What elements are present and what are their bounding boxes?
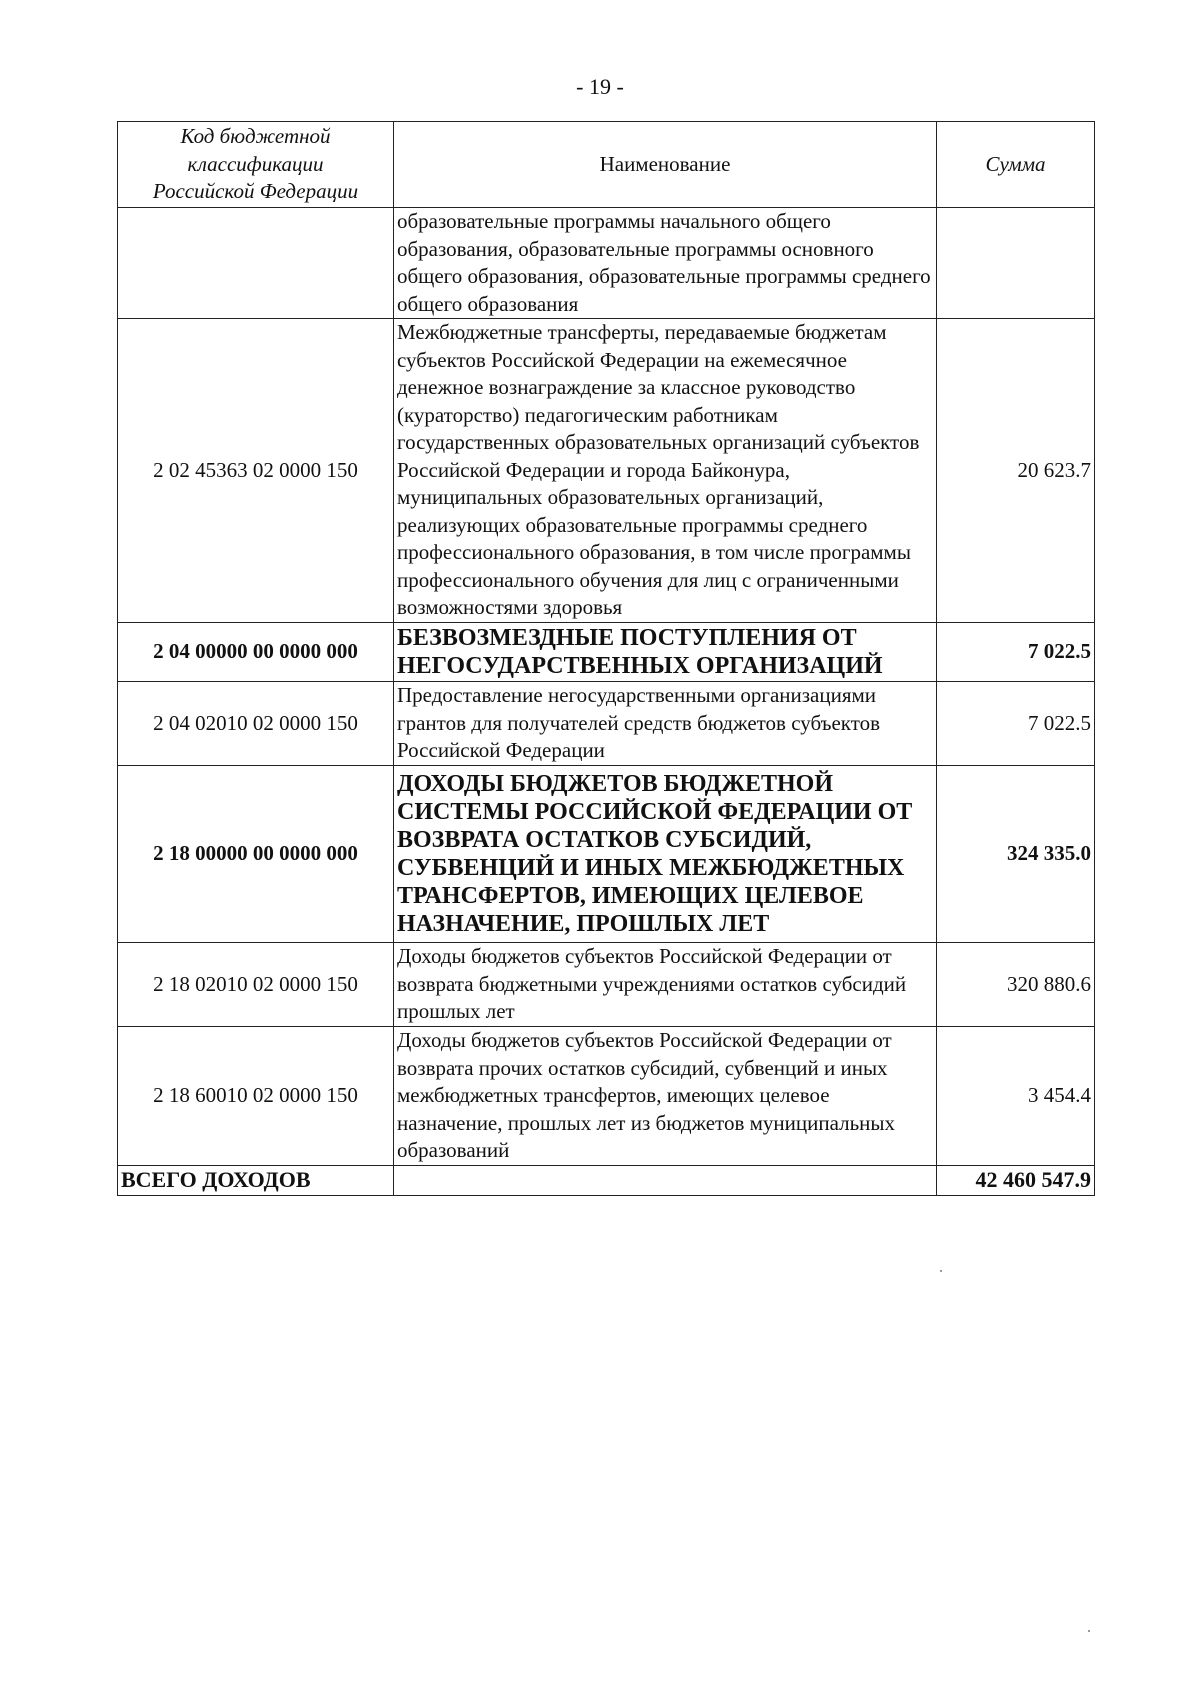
page-number: - 19 - bbox=[576, 74, 624, 99]
total-name bbox=[394, 1165, 937, 1195]
row-code: 2 04 00000 00 0000 000 bbox=[118, 623, 394, 682]
row-code: 2 18 02010 02 0000 150 bbox=[118, 943, 394, 1027]
row-sum: 320 880.6 bbox=[937, 943, 1095, 1027]
row-name: Доходы бюджетов субъектов Российской Федерации от возврата бюджетными учреждениями остатков субсидий прошлых лет bbox=[394, 943, 937, 1027]
row-code: 2 04 02010 02 0000 150 bbox=[118, 682, 394, 766]
row-name: Межбюджетные трансферты, передаваемые бюджетам субъектов Российской Федерации на ежемесячное денежное вознаграждение за классное руководство (кураторство) педагогическим работникам государственных образовательных организаций субъектов Российской Федерации и города Байконура, муниципальных образовательных организаций, реализующих образовательные программы среднего профессионального образования, в том числе программы профессионального обучения для лиц с ограниченными возможностями здоровья bbox=[394, 319, 937, 623]
header-name: Наименование bbox=[394, 122, 937, 208]
row-code: 2 18 60010 02 0000 150 bbox=[118, 1027, 394, 1166]
scan-speck bbox=[1088, 1630, 1090, 1632]
row-sum: 20 623.7 bbox=[937, 319, 1095, 623]
row-sum: 3 454.4 bbox=[937, 1027, 1095, 1166]
header-code-line: классификации bbox=[187, 151, 324, 176]
row-sum: 324 335.0 bbox=[937, 766, 1095, 943]
header-code bbox=[118, 122, 394, 208]
header-sum: Сумма bbox=[937, 122, 1095, 208]
header-code-line: Российской Федерации bbox=[152, 179, 359, 204]
row-name: БЕЗВОЗМЕЗДНЫЕ ПОСТУПЛЕНИЯ ОТ НЕГОСУДАРСТВЕННЫХ ОРГАНИЗАЦИЙ bbox=[394, 623, 937, 682]
table-row bbox=[118, 319, 1095, 623]
row-code bbox=[118, 208, 394, 319]
row-name: образовательные программы начального общего образования, образовательные программы основного общего образования, образовательные программы среднего общего образования bbox=[394, 208, 937, 319]
table-row bbox=[118, 1027, 1095, 1166]
table-row bbox=[118, 943, 1095, 1027]
row-sum: 7 022.5 bbox=[937, 682, 1095, 766]
total-sum: 42 460 547.9 bbox=[937, 1165, 1095, 1195]
row-code: 2 18 00000 00 0000 000 bbox=[118, 766, 394, 943]
row-name: ДОХОДЫ БЮДЖЕТОВ БЮДЖЕТНОЙ СИСТЕМЫ РОССИЙСКОЙ ФЕДЕРАЦИИ ОТ ВОЗВРАТА ОСТАТКОВ СУБСИДИЙ, СУБВЕНЦИЙ И ИНЫХ МЕЖБЮДЖЕТНЫХ ТРАНСФЕРТОВ, ИМЕЮЩИХ ЦЕЛЕВОЕ НАЗНАЧЕНИЕ, ПРОШЛЫХ ЛЕТ bbox=[394, 766, 937, 943]
total-label: ВСЕГО ДОХОДОВ bbox=[118, 1165, 394, 1195]
table-total-row bbox=[118, 1165, 1095, 1195]
row-code: 2 02 45363 02 0000 150 bbox=[118, 319, 394, 623]
budget-revenue-table bbox=[117, 121, 1095, 1196]
table-row bbox=[118, 682, 1095, 766]
table-header-row bbox=[118, 122, 1095, 208]
header-code-line: Код бюджетной bbox=[180, 124, 331, 149]
row-name: Доходы бюджетов субъектов Российской Федерации от возврата прочих остатков субсидий, субвенций и иных межбюджетных трансфертов, имеющих целевое назначение, прошлых лет из бюджетов муниципальных образований bbox=[394, 1027, 937, 1166]
table-row-group-total bbox=[118, 623, 1095, 682]
scan-speck bbox=[940, 1270, 942, 1272]
row-sum bbox=[937, 208, 1095, 319]
table-row bbox=[118, 208, 1095, 319]
row-sum: 7 022.5 bbox=[937, 623, 1095, 682]
table-row-group-total bbox=[118, 766, 1095, 943]
row-name: Предоставление негосударственными организациями грантов для получателей средств бюджетов субъектов Российской Федерации bbox=[394, 682, 937, 766]
